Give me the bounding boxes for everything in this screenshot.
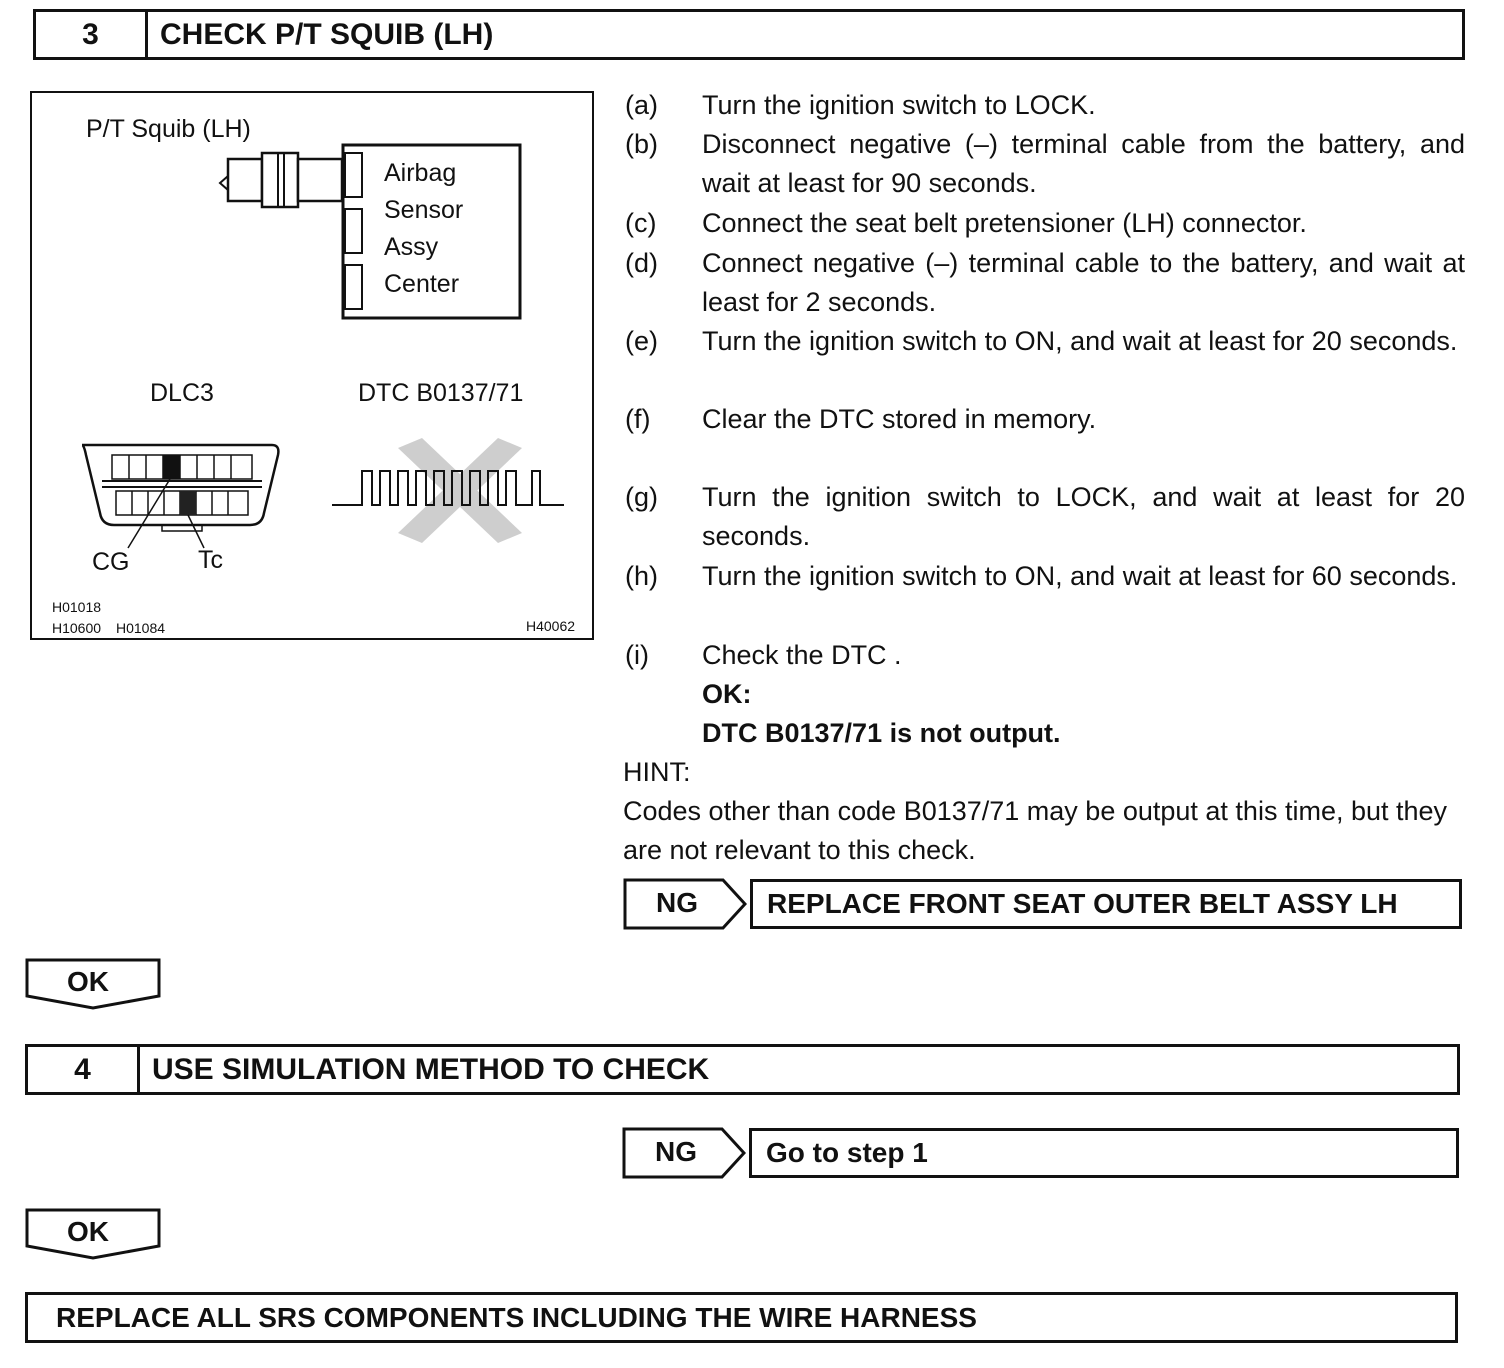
ok-tag: [25, 958, 165, 1010]
step-letter: (i): [625, 640, 649, 670]
step-number: 3: [36, 12, 148, 57]
ok-tag-label: OK: [67, 966, 109, 997]
ok-label-text: OK:: [702, 679, 752, 709]
step-letter: (c): [625, 208, 657, 238]
step-letter: (b): [625, 129, 658, 159]
step-letter: (g): [625, 482, 658, 512]
step-letter: (h): [625, 561, 658, 591]
hint-label: HINT:: [623, 757, 691, 787]
ecu-line-2: Sensor: [384, 196, 464, 224]
step-3-ng-action: REPLACE FRONT SEAT OUTER BELT ASSY LH: [750, 879, 1462, 929]
step-3-ng-branch: [623, 878, 1463, 930]
step-text: Connect the seat belt pretensioner (LH) connector.: [702, 208, 1307, 238]
squib-label: P/T Squib (LH): [86, 115, 251, 143]
step-letter: (a): [625, 90, 658, 120]
step-text: Connect negative (–) terminal cable to the battery, and wait at least for 2 seconds.: [702, 248, 1465, 317]
ecu-line-4: Center: [384, 270, 460, 298]
dlc3-label: DLC3: [150, 379, 214, 407]
step-letter: (f): [625, 404, 651, 434]
step-4-header: [25, 1044, 1460, 1095]
cg-terminal-label: CG: [92, 548, 130, 576]
hint-text: Codes other than code B0137/71 may be output at this time, but they are not relevant to this check.: [623, 796, 1448, 865]
ecu-line-3: Assy: [384, 233, 439, 261]
step-title: USE SIMULATION METHOD TO CHECK: [152, 1052, 710, 1086]
step-title: CHECK P/T SQUIB (LH): [160, 17, 494, 51]
figure-code: H10600: [52, 620, 102, 636]
procedure-list: [625, 86, 1470, 876]
step-text: Turn the ignition switch to LOCK.: [702, 90, 1096, 120]
ok-tag-label: OK: [67, 1216, 109, 1247]
step-text: Disconnect negative (–) terminal cable from the battery, and wait at least for 90 seconds.: [702, 129, 1465, 198]
ng-label: NG: [655, 1136, 697, 1167]
step-letter: (d): [625, 248, 658, 278]
figure-code: H01018: [52, 599, 102, 615]
figure-code: H40062: [526, 618, 576, 634]
final-action-box: REPLACE ALL SRS COMPONENTS INCLUDING THE WIRE HARNESS: [25, 1292, 1458, 1343]
step-3-header: [33, 9, 1465, 60]
step-4-ng-action: Go to step 1: [749, 1128, 1459, 1178]
step-number: 4: [28, 1047, 140, 1092]
figure-code: H01084: [116, 620, 166, 636]
step-letter: (e): [625, 326, 658, 356]
ok-tag: [25, 1208, 165, 1260]
step-text: Turn the ignition switch to LOCK, and wait at least for 20 seconds.: [702, 482, 1465, 551]
ok-criteria-text: DTC B0137/71 is not output.: [702, 718, 1061, 748]
tc-terminal-label: Tc: [198, 546, 223, 574]
step-text: Clear the DTC stored in memory.: [702, 404, 1097, 434]
step-4-ng-branch: [622, 1127, 1462, 1179]
inspection-figure: [30, 91, 594, 640]
step-text: Turn the ignition switch to ON, and wait at least for 60 seconds.: [702, 561, 1458, 591]
step-text: Turn the ignition switch to ON, and wait at least for 20 seconds.: [702, 326, 1458, 356]
step-text: Check the DTC .: [702, 640, 902, 670]
ng-label: NG: [656, 887, 698, 918]
ecu-line-1: Airbag: [384, 159, 457, 187]
dtc-label: DTC B0137/71: [358, 379, 524, 407]
